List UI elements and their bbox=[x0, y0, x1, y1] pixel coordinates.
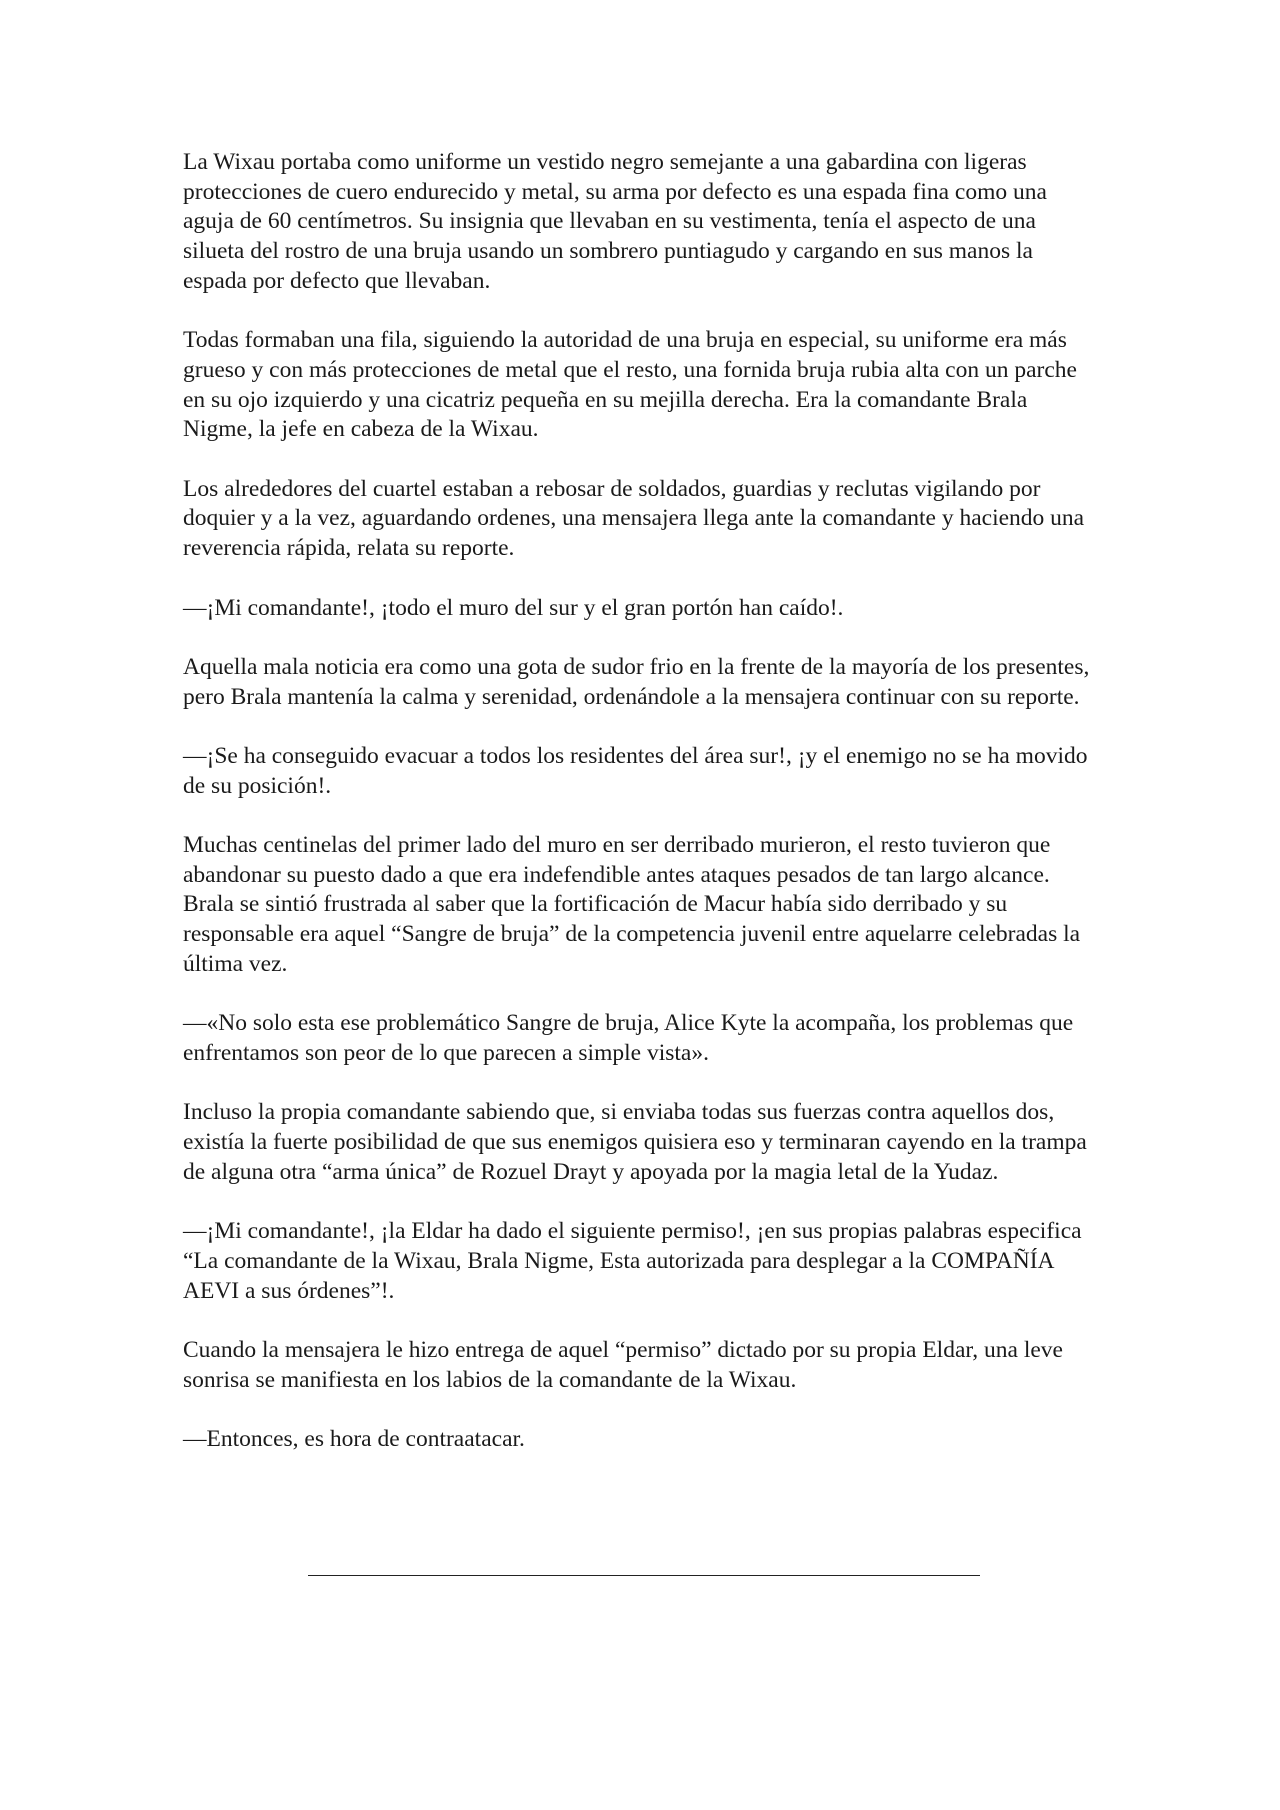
section-divider bbox=[308, 1575, 980, 1576]
paragraph-6: Incluso la propia comandante sabiendo que, si enviaba todas sus fuerzas contra aquellos dos, existía la fuerte posibilidad de que sus enemigos quisiera eso y terminaran cayendo en la trampa de alguna otra “arma única” de Rozuel Drayt y apoyada por la magia letal de la Yudaz. bbox=[183, 1099, 1087, 1185]
paragraph-4: Aquella mala noticia era como una gota de sudor frio en la frente de la mayoría de los presentes, pero Brala mantenía la calma y serenidad, ordenándole a la mensajera continuar con su reporte. bbox=[183, 653, 1090, 710]
paragraph-5: Muchas centinelas del primer lado del muro en ser derribado murieron, el resto tuvieron que abandonar su puesto dado a que era indefendible antes ataques pesados de tan largo alcance. Brala se sintió frustrada al saber que la fortificación de Macur había sido derribado y su responsable era aquel “Sangre de bruja” de la competencia juvenil entre aquelarre celebradas la última vez. bbox=[183, 832, 1081, 977]
paragraph-7: Cuando la mensajera le hizo entrega de aquel “permiso” dictado por su propia Eldar, una leve sonrisa se manifiesta en los labios de la comandante de la Wixau. bbox=[183, 1336, 1063, 1393]
dialogue-3: —¡Mi comandante!, ¡la Eldar ha dado el siguiente permiso!, ¡en sus propias palabras especifica “La comandante de la Wixau, Brala Nigme, Esta autorizada para desplegar a la COMPAÑÍA AEVI a sus órdenes”!. bbox=[183, 1218, 1082, 1304]
dialogue-1: —¡Mi comandante!, ¡todo el muro del sur y el gran portón han caído!. bbox=[183, 594, 844, 621]
thought-1: —«No solo esta ese problemático Sangre de bruja, Alice Kyte la acompaña, los problemas que enfrentamos son peor de lo que parecen a simple vista». bbox=[183, 1010, 1074, 1066]
paragraph-2: Todas formaban una fila, siguiendo la autoridad de una bruja en especial, su uniforme era más grueso y con más protecciones de metal que el resto, una fornida bruja rubia alta con un parche en su ojo izquierdo y una cicatriz pequeña en su mejilla derecha. Era la comandante Brala Nigme, la jefe en cabeza de la Wixau. bbox=[183, 327, 1077, 443]
dialogue-2: —¡Se ha conseguido evacuar a todos los residentes del área sur!, ¡y el enemigo no se ha movido de su posición!. bbox=[183, 742, 1088, 799]
paragraph-1: La Wixau portaba como uniforme un vestido negro semejante a una gabardina con ligeras protecciones de cuero endurecido y metal, su arma por defecto es una espada fina como una aguja de 60 centímetros. Su insignia que llevaban en su vestimenta, tenía el aspecto de una silueta del rostro de una bruja usando un sombrero puntiagudo y cargando en sus manos la espada por defecto que llevaban. bbox=[183, 149, 1047, 294]
document-body bbox=[183, 148, 1098, 1484]
dialogue-4: —Entonces, es hora de contraatacar. bbox=[183, 1426, 525, 1453]
paragraph-3: Los alrededores del cuartel estaban a rebosar de soldados, guardias y reclutas vigilando por doquier y a la vez, aguardando ordenes, una mensajera llega ante la comandante y haciendo una reverencia rápida, relata su reporte. bbox=[183, 475, 1085, 562]
